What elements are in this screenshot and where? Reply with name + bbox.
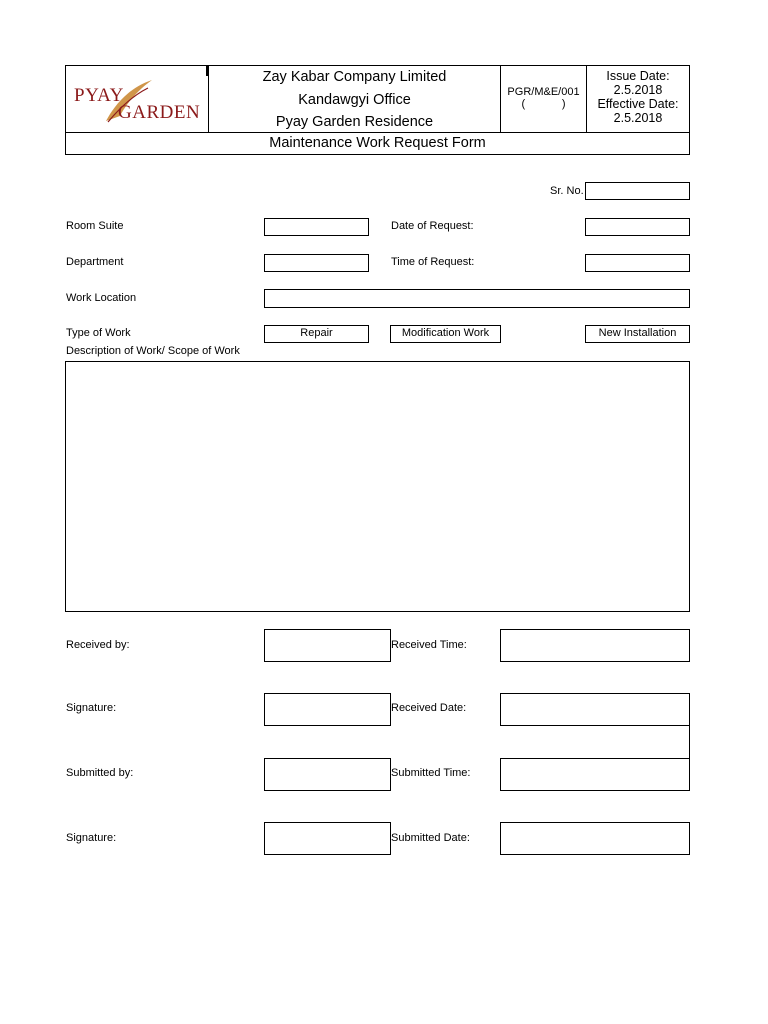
- logo-text-top: PYAY: [74, 85, 124, 106]
- property-name: Pyay Garden Residence: [275, 114, 434, 130]
- submitted-date-field[interactable]: [500, 822, 690, 855]
- issue-date-value: 2.5.2018: [613, 83, 663, 97]
- repair-option[interactable]: Repair: [264, 325, 369, 343]
- time-of-request-label: Time of Request:: [391, 256, 475, 268]
- office-name: Kandawgyi Office: [298, 91, 411, 108]
- modification-work-option[interactable]: Modification Work: [390, 325, 501, 343]
- received-date-label: Received Date:: [391, 702, 467, 714]
- received-time-label: Received Time:: [391, 639, 467, 651]
- company-info: [208, 66, 501, 132]
- issue-dates: [587, 66, 689, 132]
- sr-no-field[interactable]: [585, 182, 690, 200]
- pyay-garden-logo: [66, 66, 208, 132]
- logo-cell: [66, 66, 208, 132]
- submitted-by-field[interactable]: [264, 758, 391, 791]
- date-of-request-field[interactable]: [585, 218, 690, 236]
- received-by-field[interactable]: [264, 629, 391, 662]
- received-time-field[interactable]: [500, 629, 690, 662]
- signature-2-label: Signature:: [66, 832, 117, 844]
- department-label: Department: [66, 256, 124, 268]
- room-suite-field[interactable]: [264, 218, 369, 236]
- received-by-label: Received by:: [66, 639, 130, 651]
- sr-no-label: Sr. No.: [550, 185, 584, 197]
- doc-code-text: PGR/M&E/001: [507, 86, 580, 98]
- type-of-work-label: Type of Work: [66, 327, 131, 339]
- work-location-field[interactable]: [264, 289, 690, 308]
- document-code: [501, 66, 587, 132]
- submitted-time-field[interactable]: [500, 758, 690, 791]
- issue-date-label: Issue Date:: [606, 69, 670, 83]
- doc-code-sub: ( ): [521, 98, 566, 110]
- date-of-request-label: Date of Request:: [391, 220, 474, 232]
- submitted-date-label: Submitted Date:: [391, 832, 470, 844]
- received-date-extension-line: [689, 725, 690, 759]
- form-header: [65, 65, 690, 155]
- new-installation-option[interactable]: New Installation: [585, 325, 690, 343]
- room-suite-label: Room Suite: [66, 220, 124, 232]
- company-name: Zay Kabar Company Limited: [262, 69, 447, 85]
- form-title: Maintenance Work Request Form: [66, 132, 689, 154]
- submitted-by-label: Submitted by:: [66, 767, 134, 779]
- time-of-request-field[interactable]: [585, 254, 690, 272]
- logo-text-bottom: GARDEN: [118, 102, 201, 123]
- description-label: Description of Work/ Scope of Work: [66, 345, 240, 357]
- description-field[interactable]: [65, 361, 690, 612]
- department-field[interactable]: [264, 254, 369, 272]
- signature-1-label: Signature:: [66, 702, 117, 714]
- signature-2-field[interactable]: [264, 822, 391, 855]
- effective-date-label: Effective Date:: [597, 97, 679, 111]
- work-location-label: Work Location: [66, 292, 137, 304]
- submitted-time-label: Submitted Time:: [391, 767, 471, 779]
- signature-1-field[interactable]: [264, 693, 391, 726]
- effective-date-value: 2.5.2018: [613, 111, 663, 125]
- received-date-field[interactable]: [500, 693, 690, 726]
